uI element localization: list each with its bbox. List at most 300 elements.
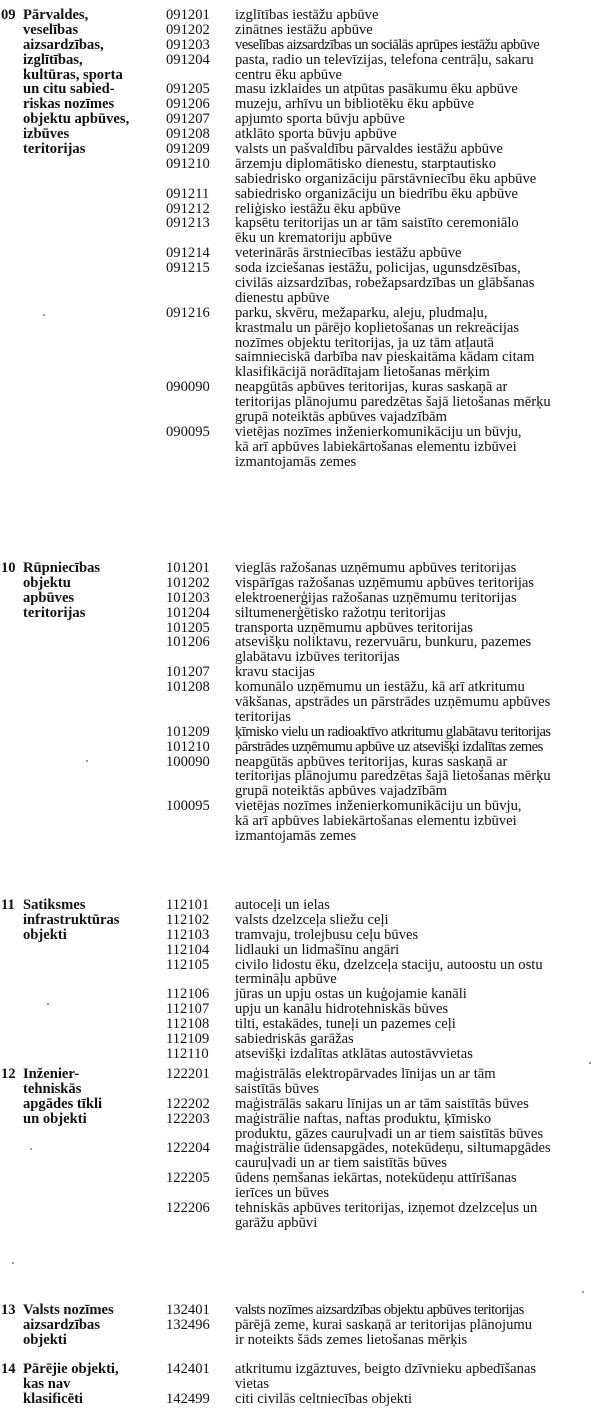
group-title <box>0 1362 160 1407</box>
group-title-text: objektu <box>23 574 71 591</box>
group-title-text: Valsts nozīmes <box>23 1302 114 1318</box>
group-title-line <box>0 8 160 23</box>
code-description <box>235 216 598 246</box>
description-line: sabiedrisko organizāciju un biedrību ēku apbūve <box>235 185 519 202</box>
code-row <box>166 112 598 127</box>
group-title-text: Pārvaldes, <box>23 7 89 23</box>
group-title-line <box>0 112 160 127</box>
description-line: kapsētu teritorijas un ar tām saistīto ceremoniālo <box>235 215 519 232</box>
description-line: teritorijas plānojumu paredzētas šajā lietošanas mērķu <box>235 394 551 411</box>
group-title <box>0 561 160 621</box>
code-number: 122206 <box>166 1200 210 1217</box>
code-description <box>235 142 598 157</box>
description-line: grupā noteiktās apbūves vajadzībām <box>235 409 447 426</box>
code-description <box>235 425 598 470</box>
code-number: 122204 <box>166 1140 210 1157</box>
code-row <box>166 606 598 621</box>
group-title-line <box>0 53 160 68</box>
code-description <box>235 1141 598 1171</box>
description-line: kravu stacijas <box>235 664 315 681</box>
code-row <box>166 943 598 958</box>
code-row <box>166 187 598 202</box>
group-title-text: tehniskās <box>23 1080 82 1097</box>
group-number: 11 <box>1 897 15 913</box>
code-description <box>235 1002 598 1017</box>
code-row <box>166 665 598 680</box>
description-line: garāžu apbūvi <box>235 1214 318 1231</box>
description-line: izmantojamās zemes <box>235 828 357 845</box>
code-row <box>166 82 598 97</box>
description-line: atsevišķu noliktavu, rezervuāru, bunkuru, pazemes <box>235 634 532 651</box>
code-row <box>166 621 598 636</box>
description-line: glabātavu izbūves teritorijas <box>235 649 400 666</box>
code-number: 112109 <box>166 1031 210 1048</box>
code-number: 112101 <box>166 897 210 913</box>
description-line: ēku un krematoriju apbūve <box>235 230 392 247</box>
group-title-text: riskas nozīmes <box>23 96 115 113</box>
code-number: 122205 <box>166 1170 210 1187</box>
code-number: 142401 <box>166 1361 210 1377</box>
code-number: 112103 <box>166 926 210 943</box>
code-description <box>235 1097 598 1112</box>
group-title-line <box>0 898 160 913</box>
code-description <box>235 1392 598 1407</box>
description-line: teritorijas <box>235 708 291 725</box>
code-row <box>166 1047 598 1062</box>
description-line: saimnieciskā darbība nav pieskaitāma kādam citam <box>235 349 535 366</box>
code-list <box>166 561 598 844</box>
code-list <box>166 898 598 1062</box>
code-description <box>235 127 598 142</box>
description-line: apjumto sporta būvju apbūve <box>235 111 405 128</box>
description-line: termināļu apbūve <box>235 971 337 988</box>
description-line: vieglās ražošanas uzņēmumu apbūves teritorijas <box>235 560 517 576</box>
code-number: 112102 <box>166 911 210 928</box>
description-line: grupā noteiktās apbūves vajadzībām <box>235 783 447 800</box>
code-number: 142499 <box>166 1390 210 1407</box>
code-description <box>235 38 598 53</box>
group-title-line <box>0 1112 160 1127</box>
description-line: nozīmes objektu teritorijas, ja uz tām atļautā <box>235 334 494 351</box>
code-list <box>166 1362 598 1407</box>
group-title-line <box>0 68 160 83</box>
code-number: 091205 <box>166 81 210 98</box>
description-line: izmantojamās zemes <box>235 453 357 470</box>
code-description <box>235 97 598 112</box>
description-line: valsts un pašvaldību pārvaldes iestāžu apbūve <box>235 141 503 158</box>
description-line: ūdens ņemšanas iekārtas, notekūdeņu attīrīšanas <box>235 1170 517 1187</box>
code-description <box>235 958 598 988</box>
code-description <box>235 1171 598 1201</box>
group-number: 13 <box>1 1302 16 1318</box>
description-line: vispārīgas ražošanas uzņēmumu apbūves teritorijas <box>235 574 535 591</box>
code-row <box>166 97 598 112</box>
code-description <box>235 1067 598 1097</box>
code-row <box>166 1318 598 1348</box>
code-number: 101202 <box>166 574 210 591</box>
description-line: masu izklaides un atpūtas pasākumu ēku apbūve <box>235 81 518 98</box>
group-title-text: aizsardzības, <box>23 36 104 53</box>
code-number: 101205 <box>166 619 210 636</box>
description-line: maģistrālie naftas, naftas produktu, ķīmisko <box>235 1110 492 1127</box>
code-description <box>235 561 598 576</box>
code-number: 122203 <box>166 1110 210 1127</box>
code-row <box>166 680 598 725</box>
description-line: soda izciešanas iestāžu, policijas, ugunsdzēsības, <box>235 260 521 277</box>
description-line: parku, skvēru, mežaparku, aleju, pludmaļu, <box>235 304 488 321</box>
code-list <box>166 1067 598 1231</box>
code-number: 100095 <box>166 798 210 815</box>
group-number: 10 <box>1 560 16 576</box>
group-title-line <box>0 142 160 157</box>
code-number: 091207 <box>166 111 210 128</box>
code-description <box>235 665 598 680</box>
scan-speck <box>86 760 88 762</box>
description-line: zinātnes iestāžu apbūve <box>235 21 373 38</box>
code-row <box>166 1362 598 1392</box>
code-row <box>166 261 598 306</box>
description-line: ir noteikts šāds zemes lietošanas mērķis <box>235 1331 468 1348</box>
code-row <box>166 928 598 943</box>
description-line: pārstrādes uzņēmumu apbūve uz atsevišķi izdalītas zemes <box>235 738 543 755</box>
code-number: 122202 <box>166 1095 210 1112</box>
description-line: muzeju, arhīvu un bibliotēku ēku apbūve <box>235 96 475 113</box>
group-title-text: objekti <box>23 926 67 943</box>
code-number: 091202 <box>166 21 210 38</box>
code-description <box>235 621 598 636</box>
group-title-text: Satiksmes <box>23 897 86 913</box>
group-title-text: Inženier- <box>23 1066 80 1082</box>
group-title-text: apbūves <box>23 589 75 606</box>
group-title-text: infrastruktūras <box>23 911 120 928</box>
code-description <box>235 1017 598 1032</box>
group-title-line <box>0 1333 160 1348</box>
code-row <box>166 8 598 23</box>
code-number: 112104 <box>166 941 210 958</box>
code-list <box>166 1303 598 1348</box>
description-line: ķīmisko vielu un radioaktīvo atkritumu glabātavu teritorijas <box>235 723 551 740</box>
code-row <box>166 561 598 576</box>
code-row <box>166 1017 598 1032</box>
code-description <box>235 246 598 261</box>
code-description <box>235 187 598 202</box>
description-line: sabiedriskās garāžas <box>235 1031 354 1048</box>
group-title <box>0 8 160 157</box>
code-list <box>166 8 598 470</box>
code-description <box>235 1318 598 1348</box>
code-number: 101204 <box>166 604 210 621</box>
group-title-line <box>0 1377 160 1392</box>
code-number: 091209 <box>166 141 210 158</box>
code-description <box>235 680 598 725</box>
group-title-line <box>0 38 160 53</box>
description-line: cauruļvadi un ar tiem saistītās būves <box>235 1155 447 1172</box>
code-row <box>166 425 598 470</box>
group-title-text: un citu sabied- <box>23 81 115 98</box>
description-line: civilās aizsardzības, robežapsardzības un glābšanas <box>235 275 535 292</box>
code-description <box>235 112 598 127</box>
code-row <box>166 1032 598 1047</box>
code-description <box>235 23 598 38</box>
code-number: 091203 <box>166 36 210 53</box>
code-number: 091206 <box>166 96 210 113</box>
description-line: vākšanas, apstrādes un pārstrādes uzņēmumu apbūves <box>235 694 551 711</box>
code-row <box>166 306 598 380</box>
code-row <box>166 127 598 142</box>
code-number: 091213 <box>166 215 210 232</box>
description-line: teritorijas plānojumu paredzētas šajā lietošanas mērķu <box>235 768 551 785</box>
code-row <box>166 591 598 606</box>
code-row <box>166 725 598 740</box>
group-title-text: izbūves <box>23 126 70 143</box>
description-line: maģistrālās elektropārvades līnijas un ar tām <box>235 1066 496 1082</box>
code-row <box>166 38 598 53</box>
code-row <box>166 246 598 261</box>
group-title-line <box>0 576 160 591</box>
group-title-line <box>0 928 160 943</box>
code-row <box>166 1097 598 1112</box>
code-number: 101208 <box>166 679 210 696</box>
code-description <box>235 591 598 606</box>
group-title-text: kas nav <box>23 1375 71 1392</box>
group-title <box>0 898 160 943</box>
code-description <box>235 1303 598 1318</box>
code-description <box>235 1047 598 1062</box>
code-description <box>235 740 598 755</box>
code-description <box>235 635 598 665</box>
code-number: 101209 <box>166 723 210 740</box>
group-title-line <box>0 82 160 97</box>
scan-speck <box>589 1062 591 1064</box>
group-title-text: objektu apbūves, <box>23 111 130 128</box>
code-number: 091216 <box>166 304 210 321</box>
description-line: lidlauki un lidmašīnu angāri <box>235 941 400 958</box>
description-line: produktu, gāzes cauruļvadi un ar tiem saistītās būves <box>235 1125 544 1142</box>
code-row <box>166 1392 598 1407</box>
group-title-text: Rūpniecības <box>23 560 101 576</box>
code-number: 091210 <box>166 155 210 172</box>
description-line: maģistrālās sakaru līnijas un ar tām saistītās būves <box>235 1095 529 1112</box>
code-number: 112105 <box>166 956 210 973</box>
code-description <box>235 53 598 83</box>
code-description <box>235 928 598 943</box>
code-row <box>166 142 598 157</box>
group-title-line <box>0 561 160 576</box>
description-line: veterinārās ārstniecības iestāžu apbūve <box>235 245 462 262</box>
group-title-line <box>0 1303 160 1318</box>
code-description <box>235 755 598 800</box>
description-line: sabiedrisko organizāciju pārstāvniecību ēku apbūve <box>235 170 537 187</box>
group-title <box>0 1303 160 1348</box>
code-description <box>235 1112 598 1142</box>
code-row <box>166 1112 598 1142</box>
code-number: 090090 <box>166 379 210 396</box>
code-row <box>166 576 598 591</box>
code-description <box>235 1201 598 1231</box>
description-line: ierīces un būves <box>235 1185 330 1202</box>
description-line: vietas <box>235 1375 270 1392</box>
group-number: 12 <box>1 1066 16 1082</box>
description-line: elektroenerģijas ražošanas uzņēmumu teritorijas <box>235 589 517 606</box>
code-row <box>166 958 598 988</box>
code-number: 112106 <box>166 986 210 1003</box>
description-line: komunālo uzņēmumu un iestāžu, kā arī atkritumu <box>235 679 525 696</box>
description-line: reliģisko iestāžu ēku apbūve <box>235 200 401 217</box>
code-row <box>166 1067 598 1097</box>
description-line: siltumenerģētisko ražotņu teritorijas <box>235 604 446 621</box>
group-title-line <box>0 97 160 112</box>
code-description <box>235 606 598 621</box>
group-title-line <box>0 591 160 606</box>
code-row <box>166 755 598 800</box>
code-row <box>166 157 598 187</box>
scan-speck <box>582 1291 584 1293</box>
code-number: 091211 <box>166 185 210 202</box>
description-line: neapgūtās apbūves teritorijas, kuras saskaņā ar <box>235 753 508 770</box>
code-number: 112107 <box>166 1001 210 1018</box>
description-line: ārzemju diplomātisko dienestu, starptautisko <box>235 155 497 172</box>
group-title-text: Pārējie objekti, <box>23 1361 119 1377</box>
code-number: 112108 <box>166 1016 210 1033</box>
code-number: 132496 <box>166 1316 210 1333</box>
code-number: 122201 <box>166 1066 210 1082</box>
description-line: kā arī apbūves labiekārtošanas elementu izbūvei <box>235 813 517 830</box>
description-line: valsts nozīmes aizsardzības objektu apbūves teritorijas <box>235 1302 524 1318</box>
code-row <box>166 1303 598 1318</box>
code-description <box>235 898 598 913</box>
code-row <box>166 23 598 38</box>
code-number: 091215 <box>166 260 210 277</box>
description-line: upju un kanālu hidrotehniskās būves <box>235 1001 449 1018</box>
description-line: veselības aizsardzības un sociālās aprūpes iestāžu apbūve <box>235 36 540 53</box>
code-row <box>166 380 598 425</box>
code-description <box>235 576 598 591</box>
group-title-text: klasificēti <box>23 1390 83 1407</box>
description-line: tramvaju, trolejbusu ceļu būves <box>235 926 419 943</box>
code-description <box>235 1032 598 1047</box>
code-description <box>235 799 598 844</box>
description-line: neapgūtās apbūves teritorijas, kuras saskaņā ar <box>235 379 508 396</box>
description-line: tehniskās apbūves teritorijas, izņemot dzelzceļus un <box>235 1200 538 1217</box>
group-title-text: objekti <box>23 1331 67 1348</box>
description-line: atklāto sporta būvju apbūve <box>235 126 397 143</box>
code-number: 132401 <box>166 1302 210 1318</box>
group-number: 09 <box>1 7 16 23</box>
description-line: klasifikācijā norādītajam lietošanas mērķim <box>235 364 490 381</box>
group-title-line <box>0 23 160 38</box>
description-line: maģistrālie ūdensapgādes, notekūdeņu, siltumapgādes <box>235 1140 551 1157</box>
code-number: 091212 <box>166 200 210 217</box>
code-number: 101203 <box>166 589 210 606</box>
code-number: 100090 <box>166 753 210 770</box>
description-line: dienestu apbūve <box>235 289 330 306</box>
code-number: 101207 <box>166 664 210 681</box>
group-title-text: aizsardzības <box>23 1316 101 1333</box>
code-row <box>166 1141 598 1171</box>
code-row <box>166 1002 598 1017</box>
code-description <box>235 725 598 740</box>
code-row <box>166 799 598 844</box>
description-line: pasta, radio un televīzijas, telefona centrāļu, sakaru <box>235 51 534 68</box>
scan-speck <box>43 314 45 316</box>
description-line: vietējas nozīmes inženierkomunikāciju un būvju, <box>235 798 522 815</box>
description-line: pārējā zeme, kurai saskaņā ar teritorijas plānojumu <box>235 1316 533 1333</box>
code-description <box>235 987 598 1002</box>
group-title-line <box>0 1067 160 1082</box>
group-title-line <box>0 127 160 142</box>
code-description <box>235 82 598 97</box>
group-number: 14 <box>1 1361 16 1377</box>
group-title-text: kultūras, sporta <box>23 66 123 83</box>
code-number: 101206 <box>166 634 210 651</box>
code-description <box>235 157 598 187</box>
group-title-text: teritorijas <box>23 604 86 621</box>
code-row <box>166 635 598 665</box>
description-line: vietējas nozīmes inženierkomunikāciju un būvju, <box>235 423 522 440</box>
description-line: atsevišķi izdalītas atklātas autostāvvietas <box>235 1045 473 1062</box>
description-line: centru ēku apbūve <box>235 66 342 83</box>
group-title-text: veselības <box>23 21 79 38</box>
description-line: civilo lidostu ēku, dzelzceļa staciju, autoostu un ostu <box>235 956 543 973</box>
code-number: 091208 <box>166 126 210 143</box>
code-number: 101210 <box>166 738 210 755</box>
group-title-line <box>0 606 160 621</box>
code-row <box>166 987 598 1002</box>
description-line: izglītības iestāžu apbūve <box>235 7 379 23</box>
group-title-line <box>0 1392 160 1407</box>
description-line: valsts dzelzceļa sliežu ceļi <box>235 911 389 928</box>
code-row <box>166 216 598 246</box>
description-line: jūras un upju ostas un kuģojamie kanāli <box>235 986 467 1003</box>
code-number: 090095 <box>166 423 210 440</box>
description-line: saistītās būves <box>235 1080 319 1097</box>
code-row <box>166 913 598 928</box>
code-description <box>235 202 598 217</box>
description-line: atkritumu izgāztuves, beigto dzīvnieku apbedīšanas <box>235 1361 537 1377</box>
description-line: autoceļi un ielas <box>235 897 330 913</box>
group-title-text: apgādes tīkli <box>23 1095 103 1112</box>
code-description <box>235 1362 598 1392</box>
group-title-text: teritorijas <box>23 141 86 158</box>
description-line: transporta uzņēmumu apbūves teritorijas <box>235 619 473 636</box>
description-line: tilti, estakādes, tuneļi un pazemes ceļi <box>235 1016 456 1033</box>
code-number: 091214 <box>166 245 210 262</box>
scan-speck <box>30 1148 32 1150</box>
code-number: 091204 <box>166 51 210 68</box>
code-row <box>166 740 598 755</box>
code-description <box>235 261 598 306</box>
group-title <box>0 1067 160 1127</box>
code-row <box>166 202 598 217</box>
scan-speck <box>47 1003 49 1005</box>
group-title-line <box>0 1362 160 1377</box>
code-description <box>235 943 598 958</box>
description-line: krastmalu un pārējo koplietošanas un rekreācijas <box>235 319 520 336</box>
code-number: 112110 <box>166 1045 209 1062</box>
code-description <box>235 8 598 23</box>
code-description <box>235 306 598 380</box>
group-title-line <box>0 1097 160 1112</box>
group-title-line <box>0 1082 160 1097</box>
group-title-text: un objekti <box>23 1110 87 1127</box>
group-title-line <box>0 913 160 928</box>
code-row <box>166 1201 598 1231</box>
code-number: 101201 <box>166 560 210 576</box>
code-row <box>166 898 598 913</box>
scan-speck <box>12 1262 14 1264</box>
code-row <box>166 1171 598 1201</box>
code-description <box>235 913 598 928</box>
